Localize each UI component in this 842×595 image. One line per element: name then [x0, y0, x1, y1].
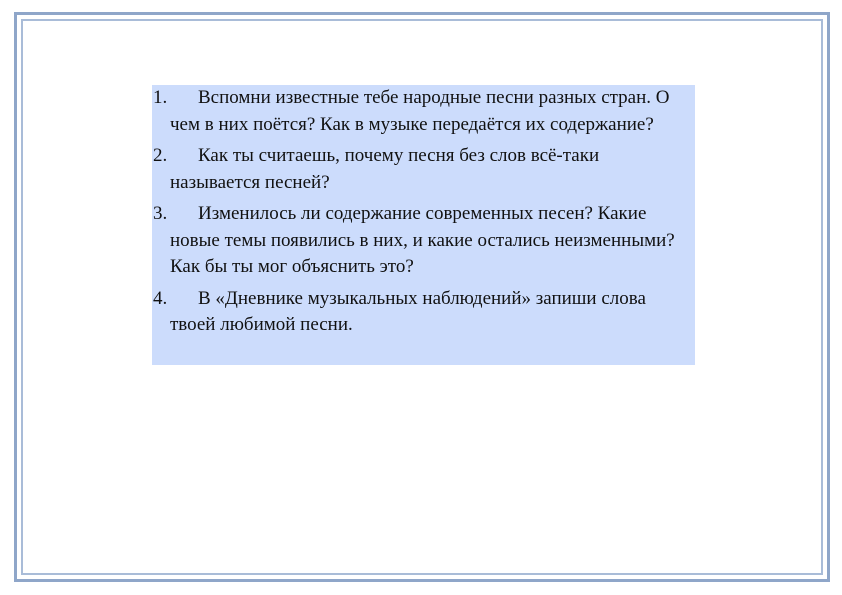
question-number: 1.: [153, 87, 168, 108]
question-number: 3.: [153, 203, 168, 224]
question-text: В «Дневнике музыкальных наблюдений» запиши слова твоей любимой песни.: [170, 287, 646, 335]
question-item: [152, 286, 695, 339]
question-text: Как ты считаешь, почему песня без слов всё-таки называется песней?: [170, 145, 600, 193]
question-number: 2.: [153, 145, 168, 166]
question-number: 4.: [153, 287, 168, 309]
question-item: [152, 201, 695, 281]
question-item: [152, 143, 695, 196]
question-item: [152, 85, 695, 138]
question-list: [152, 85, 695, 365]
question-text: Изменилось ли содержание современных песен? Какие новые темы появились в них, и какие остались неизменными? Как бы ты мог объяснить это?: [170, 203, 675, 277]
question-text: Вспомни известные тебе народные песни разных стран. О чем в них поётся? Как в музыке передаётся их содержание?: [170, 87, 670, 135]
